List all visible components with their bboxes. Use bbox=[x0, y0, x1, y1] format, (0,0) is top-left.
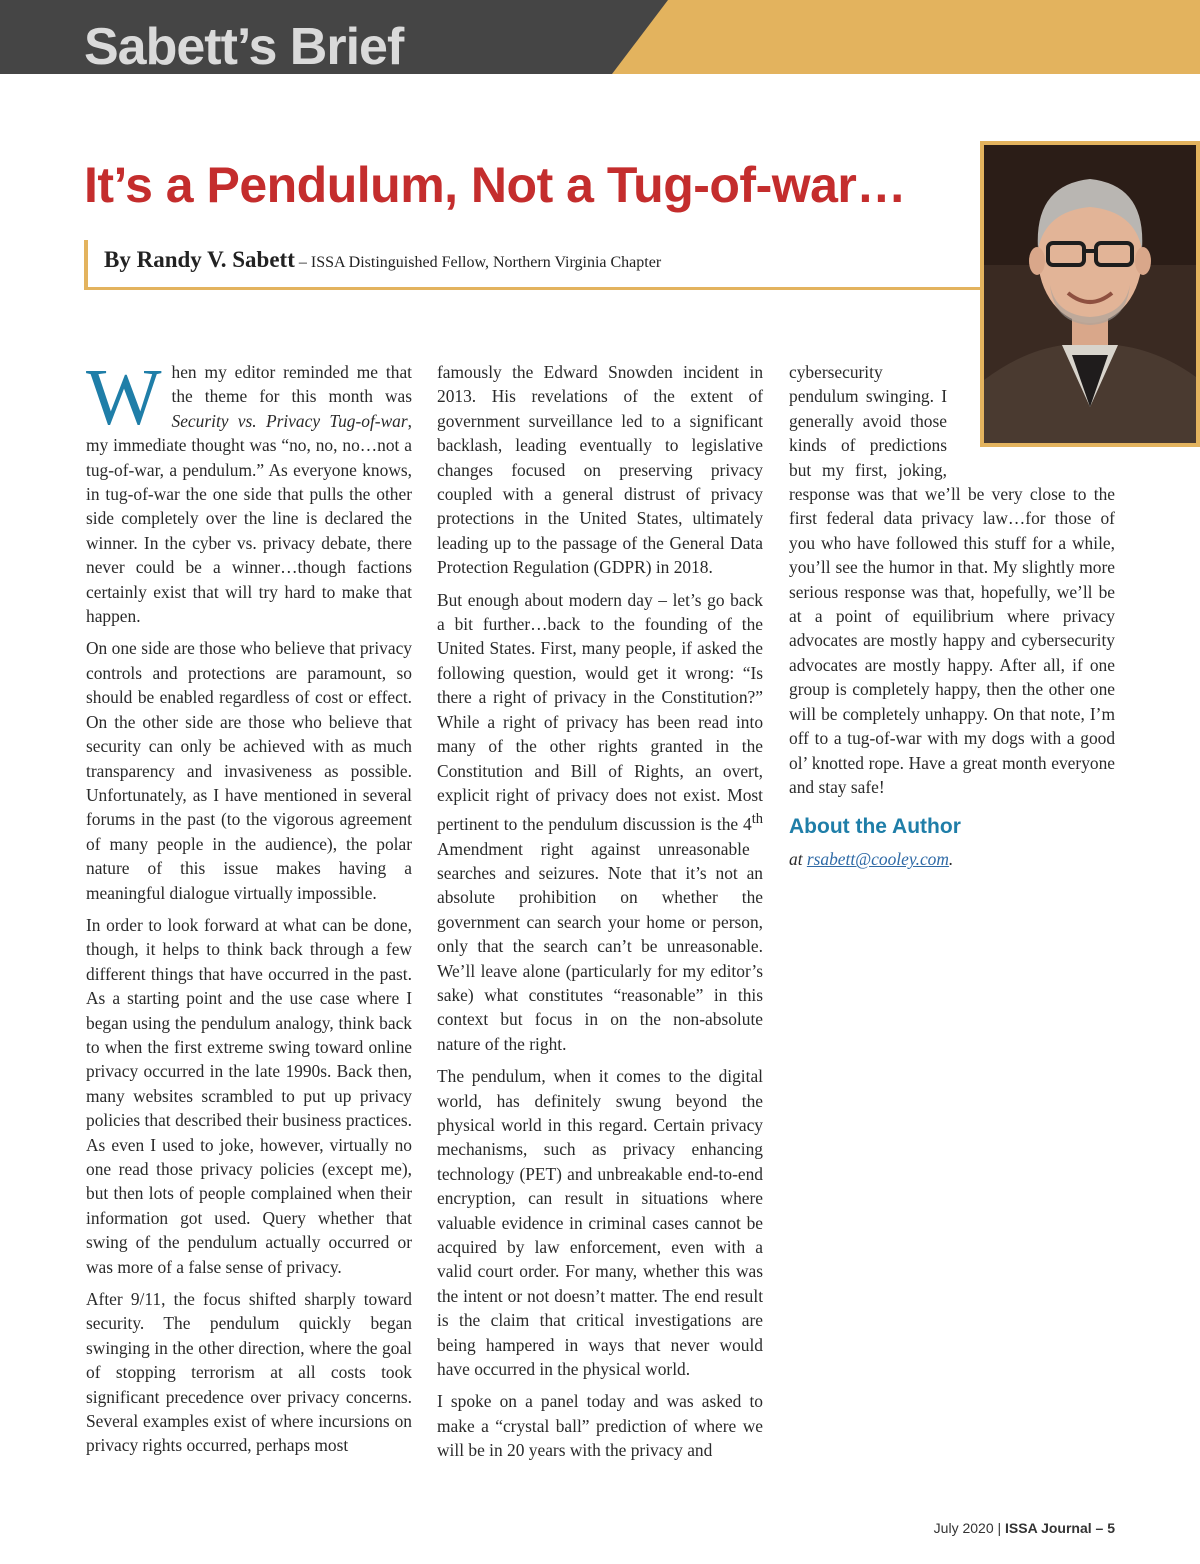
about-author-heading-continued-continued: About the Author bbox=[789, 815, 961, 839]
article-title: It’s a Pendulum, Not a Tug-of-war… bbox=[84, 157, 906, 213]
footer-journal-page: ISSA Journal – 5 bbox=[1005, 1520, 1115, 1536]
paragraph-7-continued-continued: cybersecurity pendulum swinging. I generally avoid those kinds of predictions but my first, joking, response was that we’ll be very close to the first federal data privacy law…for those of you who have followed this stuff for a while, you’ll see the humor in that. My slightly more serious response was that, hopefully, we’ll be at a point of equilibrium where privacy advocates are mostly happy and cybersecurity advocates are mostly happy. After all, if one group is completely happy, then the other one will be completely unhappy. On that note, I’m off to a tug-of-war with my dogs with a good ol’ knotted rope. Have a great month everyone and stay safe! bbox=[789, 362, 1116, 797]
column-3 bbox=[789, 360, 1115, 880]
about-author-body-continued-continued: at bbox=[789, 849, 807, 870]
paragraph-2: On one side are those who believe that privacy controls and protections are paramount, so should be enabled regardless of cost or effect. On the other side are those who believe that security can only be achieved with as much transparency and invasiveness as possible. Unfortunately, as I have mentioned in several forums in the past (to the vigorous agreement of many people in the audience), the polar nature of this issue makes having a meaningful dialogue virtually impossible. bbox=[86, 638, 412, 903]
banner-gold-band bbox=[612, 0, 1200, 74]
paragraph-5-text-a-continued: But enough about modern day – let’s go back a bit further…back to the founding of the United States. First, many people, if asked the following question, would get it wrong: “Is there a right of privacy in the Constitution?” While a right of privacy has been read into many of the other rights granted in the Constitution and Bill of Rights, an overt, explicit right of privacy does not exist. Most pertinent to the pendulum discussion is the 4 bbox=[437, 589, 764, 835]
author-name: By Randy V. Sabett bbox=[104, 247, 295, 272]
about-author-end: . bbox=[948, 849, 954, 870]
paragraph-6-continued: The pendulum, when it comes to the digital world, has definitely swung beyond the physical world in this regard. Certain privacy mechanisms, such as privacy enhancing technology (PET) and unbreakable end-to-end encryption, can result in situations where valuable evidence in criminal cases cannot be acquired by law enforcement, even with a valid court order. For many, whether this was the intent or not doesn’t matter. The end result is the claim that critical investigations are being hampered in ways that never would have occurred in the physical world. bbox=[437, 1066, 764, 1380]
byline-text bbox=[104, 247, 661, 273]
author-role: ISSA Distinguished Fellow, Northern Virginia Chapter bbox=[310, 254, 662, 271]
paragraph-4: After 9/11, the focus shifted sharply toward security. The pendulum quickly began swinging in the other direction, where the goal of stopping terrorism at all costs took significant precedence over privacy concerns. Several examples exist of where incursions on privacy rights occurred, perhaps most bbox=[86, 1289, 412, 1456]
photo-text-wrap-spacer bbox=[947, 360, 1115, 460]
paragraph-5-continued bbox=[437, 588, 763, 1057]
byline-separator: – bbox=[298, 254, 307, 271]
paragraph-5-superscript-continued: th bbox=[751, 811, 764, 828]
paragraph-1 bbox=[86, 354, 412, 628]
paragraph-1-text-a: hen my editor reminded me that the theme for this month was bbox=[171, 362, 412, 407]
drop-cap: W bbox=[86, 354, 162, 442]
section-banner bbox=[0, 0, 1200, 74]
section-title: Sabett’s Brief bbox=[84, 18, 404, 76]
paragraph-1-text-b: , my immediate thought was “no, no, no…not a tug-of-war, a pendulum.” As everyone knows, in tug-of-war the one side that pulls the other side completely over the line is declared the winner. In the cyber vs. privacy debate, there never could be a winner…though factions certainly exist that will try hard to make that happen. bbox=[86, 410, 412, 627]
column-2 bbox=[437, 360, 763, 1471]
paragraph-1-italic: Security vs. Privacy Tug-of-war bbox=[171, 410, 408, 431]
footer-date: July 2020 bbox=[933, 1520, 994, 1536]
paragraph-3: In order to look forward at what can be done, though, it helps to think back through a few different things that have occurred in the past. As a starting point and the use case where I began using the pendulum analogy, think back to when the first extreme swing toward online privacy occurred in the late 1990s. Back then, many websites scrambled to put up privacy policies that described their business practices. As even I used to joke, however, virtually no one read those privacy policies (except me), but then lots of people complained when their information got used. Query whether that swing of the pendulum actually occurred or was more of a false sense of privacy. bbox=[86, 914, 412, 1277]
footer-divider: | bbox=[997, 1520, 1002, 1536]
paragraph-5-text-b-continued: Amendment right against unreasonable searches and seizures. Note that it’s not an absolute prohibition on whether the government can search your home or person, only that the search can’t be unreasonable. We’ll leave alone (particularly for my editor’s sake) what constitutes “reasonable” in this context but focus in on the non-absolute nature of the right. bbox=[437, 838, 764, 1054]
page-footer bbox=[0, 1518, 1115, 1538]
paragraph-4-continued: famously the Edward Snowden incident in 2013. His revelations of the extent of government surveillance led to a significant backlash, leading eventually to legislative changes focused on preserving privacy coupled with a general distrust of privacy protections in the United States, ultimately leading up to the passage of the General Data Protection Regulation (GDPR) in 2018. bbox=[437, 362, 764, 578]
about-author-text-continued-continued bbox=[789, 847, 1115, 871]
byline bbox=[84, 240, 980, 290]
column-1 bbox=[86, 354, 412, 1466]
author-email-link-continued-continued[interactable]: rsabett@cooley.com bbox=[806, 849, 949, 870]
paragraph-7-continued: I spoke on a panel today and was asked to make a “crystal ball” prediction of where we will be in 20 years with the privacy and bbox=[437, 1391, 763, 1461]
